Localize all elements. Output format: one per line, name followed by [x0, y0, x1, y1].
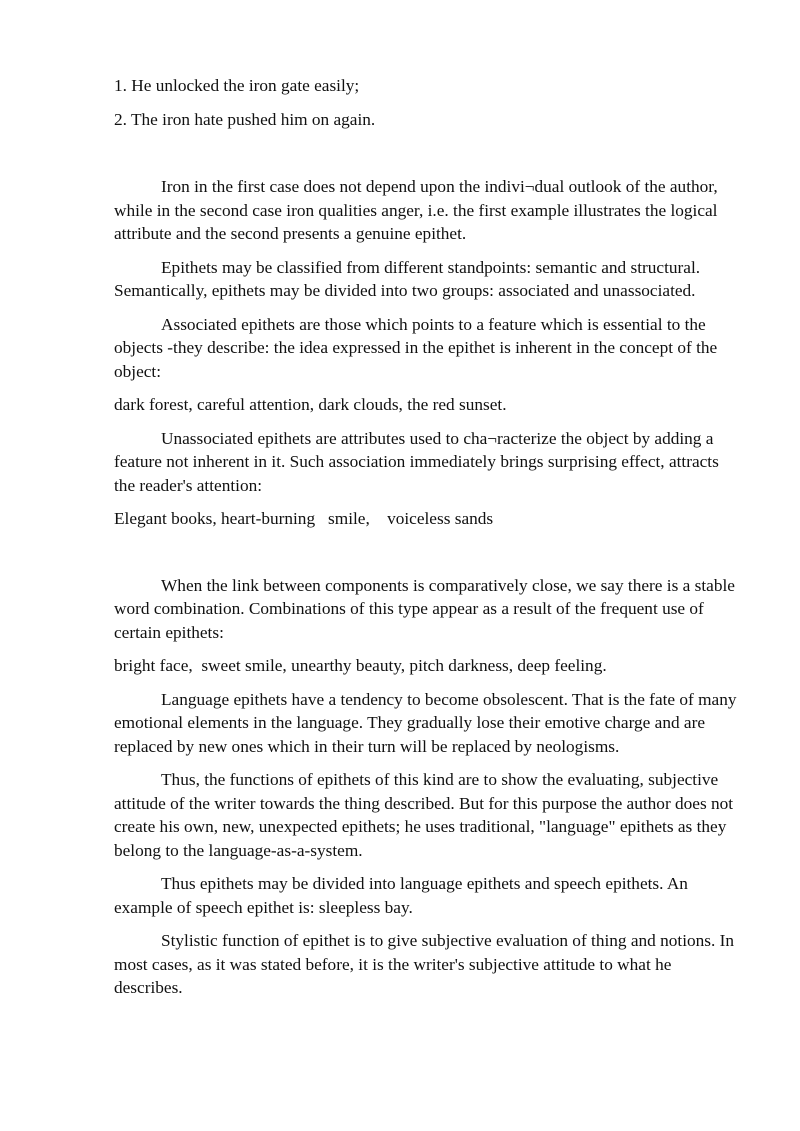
- stable-combination-examples: bright face, sweet smile, unearthy beauty, pitch darkness, deep feeling.: [114, 656, 607, 675]
- paragraph-unassociated-epithets: Unassociated epithets are attributes used to cha¬racterize the object by adding a feature not inherent in it. Such association immediately brings surprising effect, attracts the reader's attention:: [114, 428, 719, 495]
- paragraph-stable-combination: When the link between components is comparatively close, we say there is a stable word combination. Combinations of this type appear as a result of the frequent use of certain epithets:: [114, 575, 735, 642]
- example-line-1: 1. He unlocked the iron gate easily;: [114, 76, 360, 95]
- paragraph-associated-epithets: Associated epithets are those which points to a feature which is essential to the objects -they describe: the idea expressed in the epithet is inherent in the concept of the object:: [114, 314, 718, 381]
- unassociated-examples: Elegant books, heart-burning smile, voiceless sands: [114, 509, 494, 528]
- paragraph-iron-explanation: Iron in the first case does not depend upon the indivi¬dual outlook of the author, while in the second case iron qualities anger, i.e. the first example illustrates the logical attribute and the second presents a genuine epithet.: [114, 177, 718, 243]
- paragraph-language-speech: Thus epithets may be divided into language epithets and speech epithets. An example of speech epithet is: sleepless bay.: [114, 874, 688, 917]
- example-line-2: 2. The iron hate pushed him on again.: [114, 109, 376, 129]
- associated-examples: dark forest, careful attention, dark clouds, the red sunset.: [114, 395, 507, 414]
- paragraph-functions: Thus, the functions of epithets of this kind are to show the evaluating, subjective attitude of the writer towards the thing described. But for this purpose the author does not create his own, new, unexpected epithets; he uses traditional, "language" epithets as they belong to the language-as-a-system.: [114, 770, 734, 860]
- paragraph-classification: Epithets may be classified from different standpoints: semantic and structural. Semantically, epithets may be divided into two groups: associated and unassociated.: [114, 257, 701, 300]
- document-page: [114, 74, 744, 1000]
- paragraph-stylistic-function: Stylistic function of epithet is to give subjective evaluation of thing and notions. In most cases, as it was stated before, it is the writer's subjective attitude to what he describes.: [114, 931, 735, 997]
- paragraph-obsolescence: Language epithets have a tendency to become obsolescent. That is the fate of many emotional elements in the language. They gradually lose their emotive charge and are replaced by new ones which in their turn will be replaced by neologisms.: [114, 689, 737, 756]
